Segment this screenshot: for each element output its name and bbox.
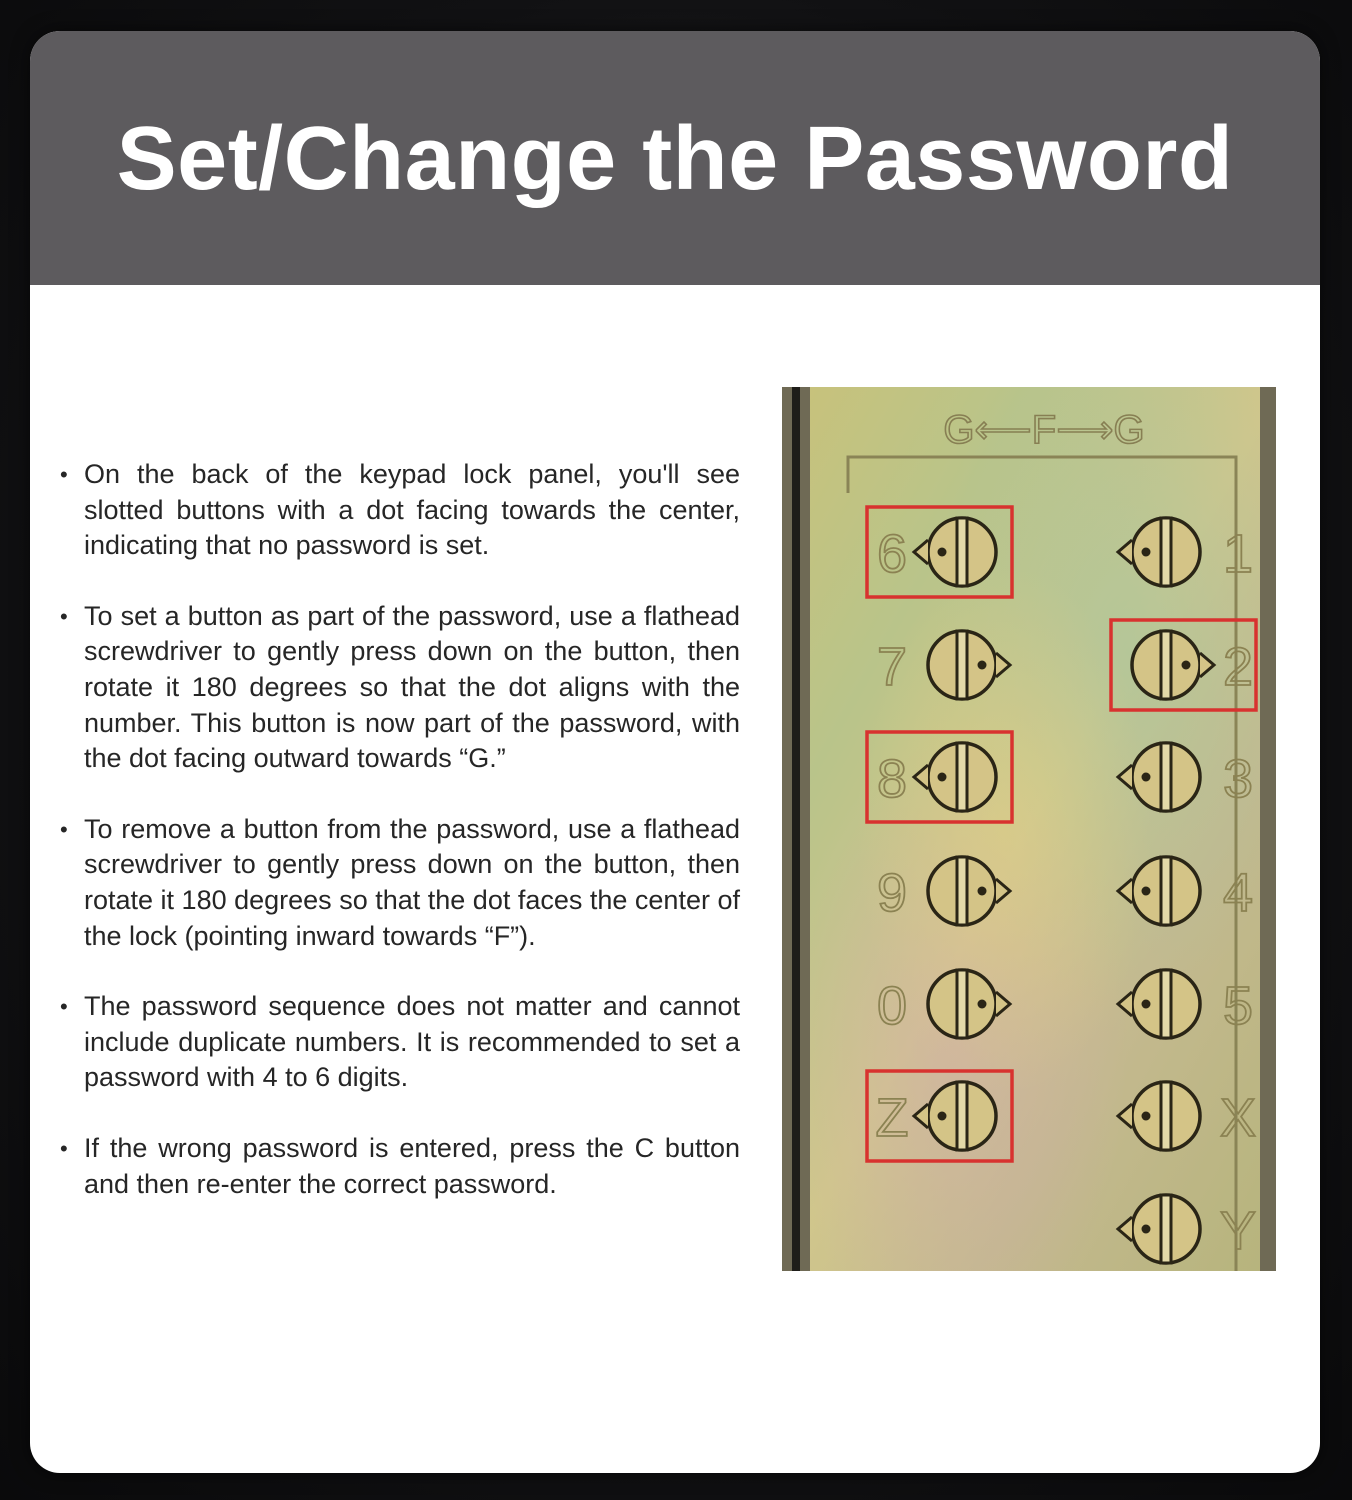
list-item [60,989,740,1096]
key-slot [957,631,967,699]
list-item [60,1131,740,1202]
key-label: 0 [876,976,908,1036]
key-dot [938,548,947,557]
list-item-text: To remove a button from the password, use a flathead screwdriver to gently press down on the button, then rotate it 180 degrees so that the dot faces the center of the lock (pointing inward towards “F”). [84,813,740,951]
key-dot [938,1112,947,1121]
key-slot [1161,970,1171,1038]
key-label: 4 [1222,863,1254,923]
bullet-icon: • [60,1135,68,1161]
key-slot [957,857,967,925]
key-label: 7 [876,637,908,697]
lock-plate-right-edge [1260,387,1276,1271]
lock-panel-photo [782,387,1276,1271]
key-dot [938,773,947,782]
list-item-text: If the wrong password is entered, press the C button and then re-enter the correct password. [84,1132,740,1199]
key-slot [1161,631,1171,699]
key-label: 2 [1222,637,1254,697]
key-dot [1142,1112,1151,1121]
bullet-icon: • [60,994,68,1020]
key-slot [1161,1082,1171,1150]
key-slot [1161,743,1171,811]
list-item [60,812,740,954]
bullet-icon: • [60,462,68,487]
key-dot [1142,1000,1151,1009]
header-banner [30,31,1320,285]
key-dot [1142,548,1151,557]
key-label: 5 [1222,976,1254,1036]
list-item [60,599,740,777]
key-label: X [1219,1088,1257,1148]
key-dot [978,887,987,896]
lock-top-label: G⟵F⟶G [943,408,1145,452]
key-dot [978,1000,987,1009]
key-dot [1182,661,1191,670]
key-dot [1142,773,1151,782]
key-dot [1142,1225,1151,1234]
key-label: 9 [876,863,908,923]
key-label: 8 [876,749,908,809]
key-slot [957,1082,967,1150]
list-item-text: The password sequence does not matter and cannot include duplicate numbers. It is recommended to set a password with 4 to 6 digits. [84,991,740,1093]
key-dot [978,661,987,670]
instruction-list [60,457,740,1237]
key-label: 6 [876,524,908,584]
page-title: Set/Change the Password [116,109,1234,209]
bullet-icon: • [60,816,68,842]
key-slot [1161,857,1171,925]
key-label: Z [875,1088,909,1148]
key-label: Y [1219,1201,1257,1261]
key-slot [957,743,967,811]
bullet-icon: • [60,603,68,629]
list-item-text: To set a button as part of the password, use a flathead screwdriver to gently press down on the button, then rotate it 180 degrees so that the dot aligns with the number. This button is now part of the password, with the dot facing outward towards “G.” [84,600,740,774]
list-item-text: On the back of the keypad lock panel, you'll see slotted buttons with a dot facing towards the center, indicating that no password is set. [84,459,740,561]
key-slot [957,518,967,586]
key-slot [1161,518,1171,586]
key-dot [1142,887,1151,896]
key-slot [957,970,967,1038]
key-slot [1161,1195,1171,1263]
list-item [60,457,740,564]
key-label: 1 [1222,524,1254,584]
instruction-card [30,31,1320,1473]
key-label: 3 [1222,749,1254,809]
